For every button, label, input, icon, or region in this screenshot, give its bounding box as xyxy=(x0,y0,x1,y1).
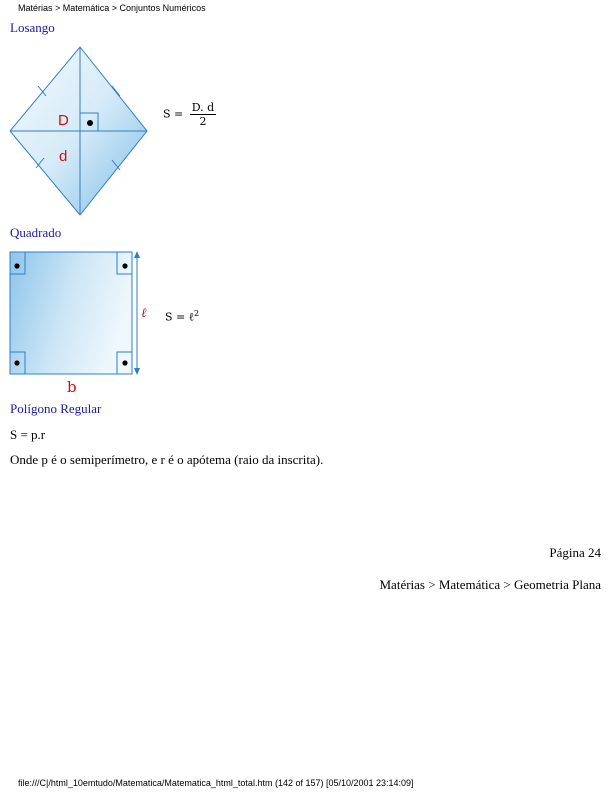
losango-formula xyxy=(163,101,216,128)
poligono-description: Onde p é o semiperímetro, e r é o apótema (raio da inscrita). xyxy=(10,452,324,467)
print-footer-file-path: file:///C|/html_10emtudo/Matematica/Matematica_html_total.htm (142 of 157) [05/10/2001 23:14:09] xyxy=(18,778,414,788)
formula-lhs: S = xyxy=(163,107,184,121)
quadrado-figure xyxy=(8,248,158,396)
print-header-breadcrumb: Matérias > Matemática > Conjuntos Numéricos xyxy=(18,3,206,13)
heading-poligono-regular: Polígono Regular xyxy=(10,401,102,416)
corner-dot xyxy=(14,360,19,365)
formula-lhs: S = ℓ xyxy=(165,310,195,324)
formula-denominator: 2 xyxy=(199,115,207,128)
corner-dot xyxy=(122,263,127,268)
poligono-formula: S = p.r xyxy=(10,427,46,442)
bottom-breadcrumb: Matérias > Matemática > Geometria Plana xyxy=(379,577,601,592)
formula-exponent: 2 xyxy=(194,309,200,318)
losango-figure xyxy=(8,45,150,217)
right-angle-dot xyxy=(87,120,93,126)
formula-fraction xyxy=(190,101,216,128)
quadrado-shape xyxy=(10,252,132,374)
corner-dot xyxy=(14,263,19,268)
corner-dot xyxy=(122,360,127,365)
quadrado-formula xyxy=(165,309,199,324)
heading-losango: Losango xyxy=(10,20,55,35)
label-side: ℓ xyxy=(141,306,147,321)
formula-numerator: D. d xyxy=(191,101,215,114)
heading-quadrado: Quadrado xyxy=(10,225,62,240)
label-minor-diagonal: d xyxy=(59,148,68,165)
label-base: b xyxy=(67,378,77,396)
arrow-head-down xyxy=(134,368,140,375)
arrow-head-up xyxy=(134,251,140,258)
page-number: Página 24 xyxy=(549,545,601,560)
label-major-diagonal: D xyxy=(58,112,69,129)
